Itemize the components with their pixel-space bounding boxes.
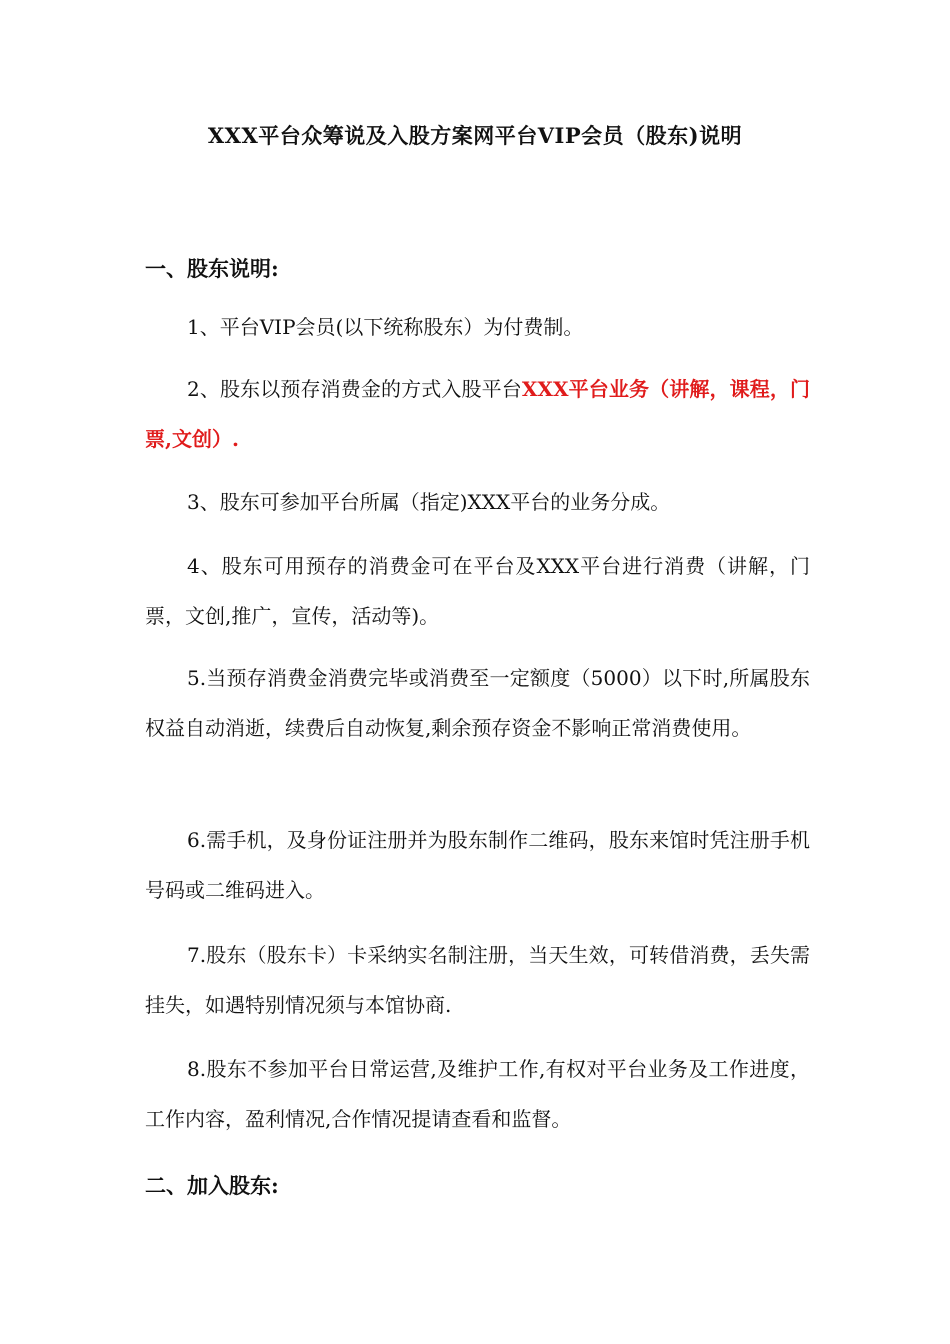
paragraph-item-5-text: 5.当预存消费金消费完毕或消费至一定额度（5000）以下时,所属股东权益自动消逝，续费后自动恢复,剩余预存资金不影响正常消费使用。 — [145, 666, 810, 740]
section-heading-shareholder-description: 一、股东说明: — [145, 256, 279, 281]
paragraph-item-4 — [145, 541, 810, 641]
paragraph-item-4-text: 4、股东可用预存的消费金可在平台及XXX平台进行消费（讲解，门票，文创,推广，宣传，活动等)。 — [145, 554, 810, 628]
paragraph-item-2-text: 2、股东以预存消费金的方式入股平台 — [187, 377, 522, 401]
paragraph-item-7 — [145, 930, 810, 1030]
section-heading-join-shareholder: 二、加入股东: — [145, 1173, 279, 1198]
paragraph-item-8-text: 8.股东不参加平台日常运营,及维护工作,有权对平台业务及工作进度，工作内容，盈利情况,合作情况提请查看和监督。 — [145, 1057, 810, 1131]
paragraph-item-1-text: 1、平台VIP会员(以下统称股东）为付费制。 — [187, 315, 584, 339]
paragraph-item-5 — [145, 653, 810, 753]
paragraph-item-6-text: 6.需手机，及身份证注册并为股东制作二维码，股东来馆时凭注册手机号码或二维码进入。 — [145, 828, 810, 902]
paragraph-item-1 — [145, 302, 810, 352]
paragraph-item-7-text: 7.股东（股东卡）卡采纳实名制注册，当天生效，可转借消费，丢失需挂失，如遇特别情况须与本馆协商. — [145, 943, 810, 1017]
paragraph-item-2-highlight: XXX平台业务（讲解，课程，门票,文创）. — [145, 377, 810, 451]
paragraph-item-2 — [145, 364, 810, 464]
paragraph-item-3 — [145, 477, 810, 527]
paragraph-item-6 — [145, 815, 810, 915]
paragraph-item-3-text: 3、股东可参加平台所属（指定)XXX平台的业务分成。 — [187, 490, 671, 514]
paragraph-item-8 — [145, 1044, 810, 1144]
document-title: XXX平台众筹说及入股方案网平台VIP会员（股东)说明 — [207, 123, 743, 148]
